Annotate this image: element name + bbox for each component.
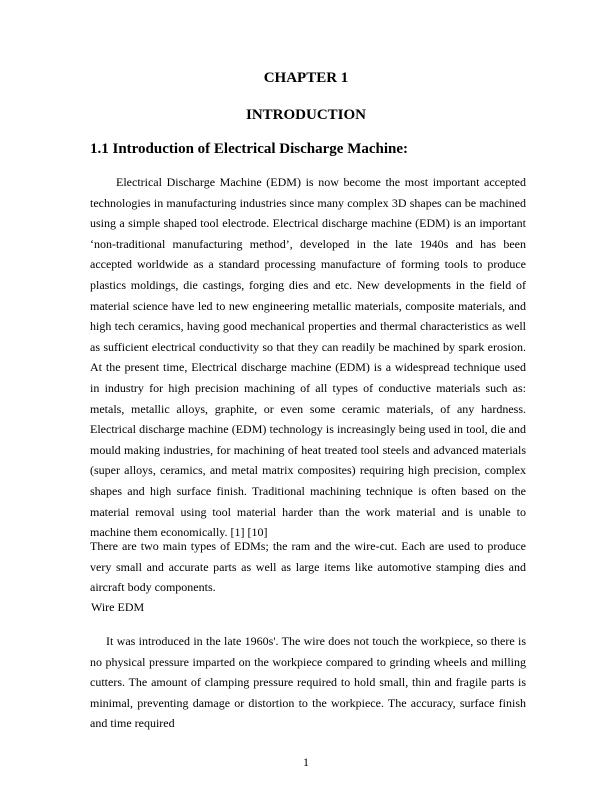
subheading-wire-edm: Wire EDM — [91, 600, 145, 614]
paragraph-edm-types: There are two main types of EDMs; the ram and the wire-cut. Each are used to produce very small and accurate parts as well as large items like automotive stamping dies and aircraft body components. — [90, 539, 526, 595]
chapter-label: CHAPTER 1 — [263, 70, 349, 86]
paragraph-wire-edm: It was introduced in the late 1960s'. The wire does not touch the workpiece, so there is no physical pressure imparted on the workpiece compared to grinding wheels and milling cutters. The amount of clamping pressure required to hold small, thin and fragile parts is minimal, preventing damage or distortion to the workpiece. The accuracy, surface finish and time required — [90, 634, 526, 731]
paragraph-edm-overview: Electrical Discharge Machine (EDM) is now become the most important accepted technologies in manufacturing industries since many complex 3D shapes can be machined using a simple shaped tool electrode. Electrical discharge machine (EDM) is an important ‘non-traditional manufacturing method’, developed in the late 1940s and has been accepted worldwide as a standard processing manufacture of forming tools to produce plastics moldings, die castings, forging dies and etc. New developments in the field of material science have led to new engineering metallic materials, composite materials, and high tech ceramics, having good mechanical properties and thermal characteristics as well as sufficient electrical conductivity so that they can readily be machined by spark erosion. At the present time, Electrical discharge machine (EDM) is a widespread technique used in industry for high precision machining of all types of conductive materials such as: metals, metallic alloys, graphite, or even some ceramic materials, of any hardness. Electrical discharge machine (EDM) technology is increasingly being used in tool, die and mould making industries, for machining of heat treated tool steels and advanced materials (super alloys, ceramics, and metal matrix composites) requiring high precision, complex shapes and high surface finish. Traditional machining technique is often based on the material removal using tool material harder than the work material and is unable to machine them economically. [1] [10] — [90, 175, 526, 540]
section-heading: 1.1 Introduction of Electrical Discharge Machine: — [90, 141, 409, 157]
chapter-title: INTRODUCTION — [245, 107, 366, 123]
page-number: 1 — [303, 755, 309, 769]
